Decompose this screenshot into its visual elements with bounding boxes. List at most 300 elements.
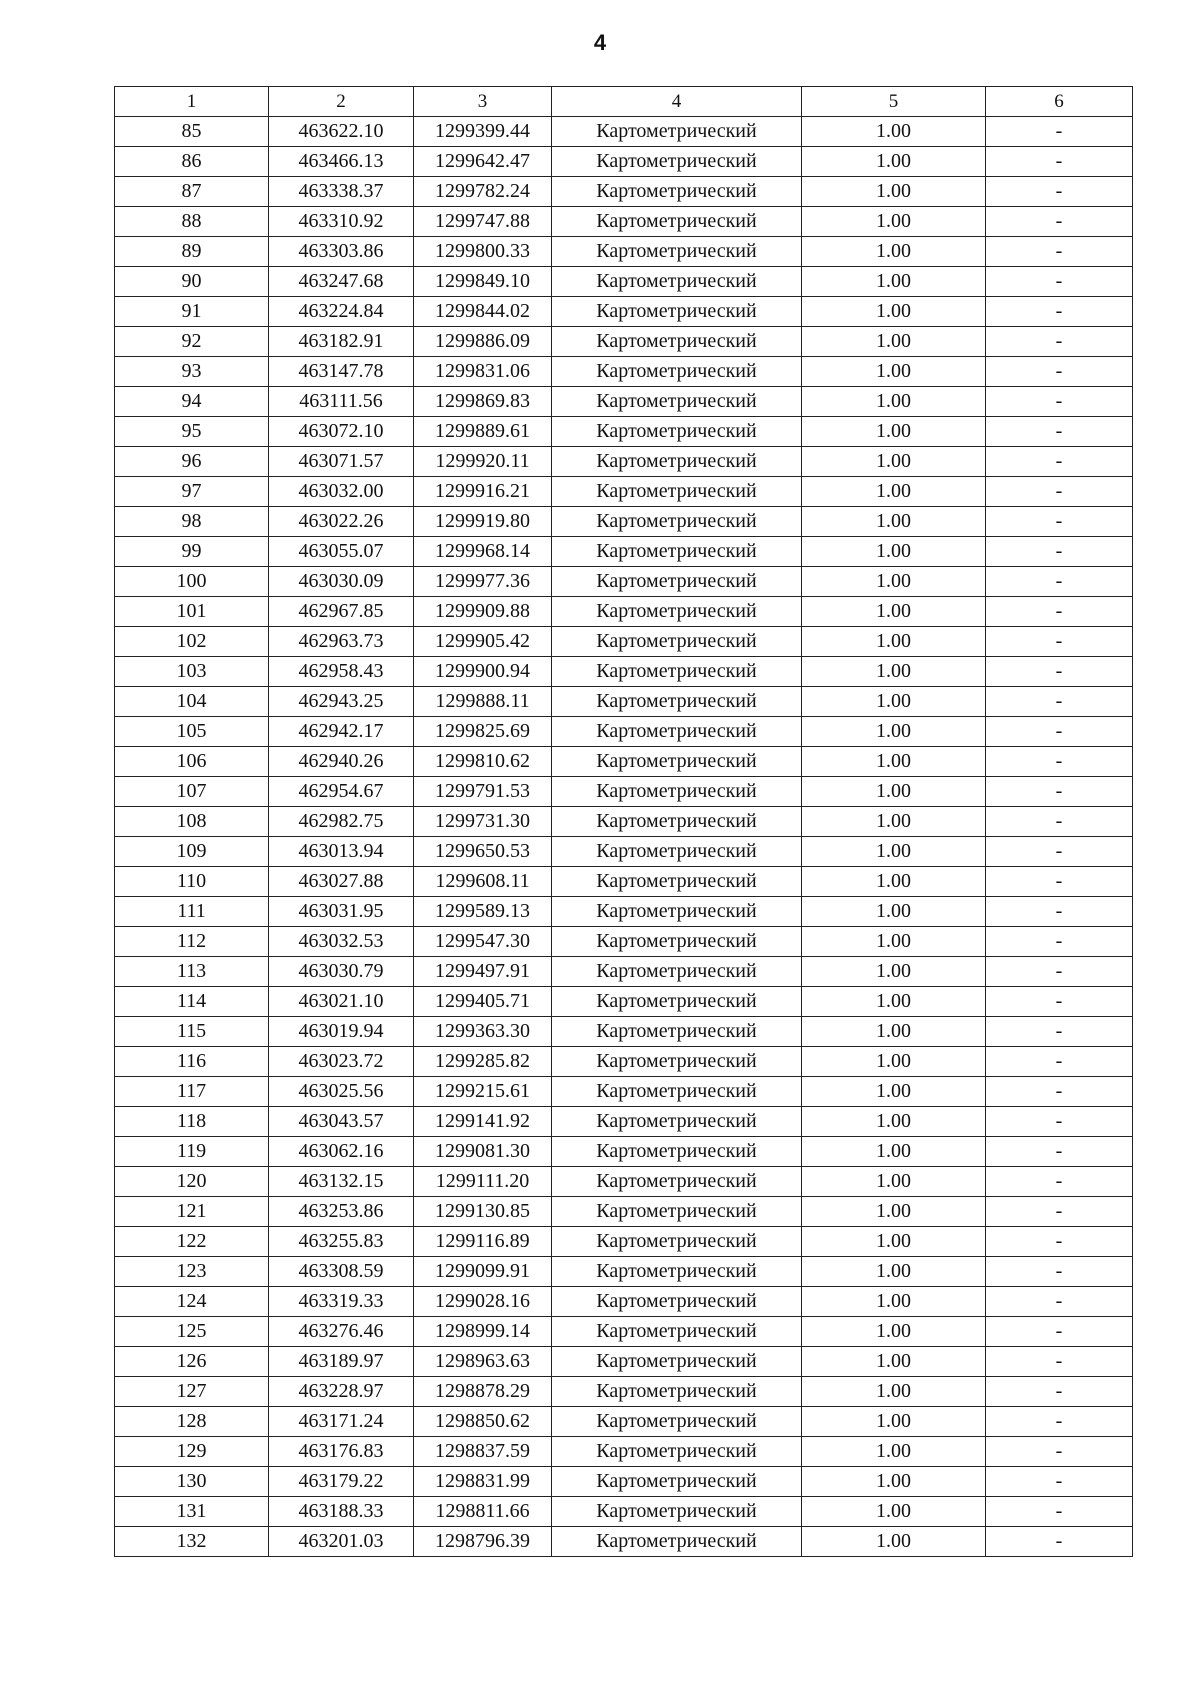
point-number-cell: 92	[115, 327, 269, 357]
accuracy-cell: 1.00	[802, 687, 986, 717]
method-cell: Картометрический	[552, 657, 802, 687]
point-number-cell: 112	[115, 927, 269, 957]
description-cell: -	[986, 1017, 1133, 1047]
point-number-cell: 121	[115, 1197, 269, 1227]
point-number-cell: 125	[115, 1317, 269, 1347]
method-cell: Картометрический	[552, 1497, 802, 1527]
accuracy-cell: 1.00	[802, 987, 986, 1017]
method-cell: Картометрический	[552, 447, 802, 477]
x-coordinate-cell: 462954.67	[269, 777, 414, 807]
y-coordinate-cell: 1298999.14	[414, 1317, 552, 1347]
point-number-cell: 109	[115, 837, 269, 867]
y-coordinate-cell: 1299116.89	[414, 1227, 552, 1257]
table-row	[115, 747, 1133, 777]
accuracy-cell: 1.00	[802, 387, 986, 417]
method-cell: Картометрический	[552, 1377, 802, 1407]
method-cell: Картометрический	[552, 1047, 802, 1077]
accuracy-cell: 1.00	[802, 807, 986, 837]
table-row	[115, 717, 1133, 747]
accuracy-cell: 1.00	[802, 417, 986, 447]
description-cell: -	[986, 747, 1133, 777]
x-coordinate-cell: 462942.17	[269, 717, 414, 747]
accuracy-cell: 1.00	[802, 717, 986, 747]
method-cell: Картометрический	[552, 1137, 802, 1167]
y-coordinate-cell: 1299363.30	[414, 1017, 552, 1047]
description-cell: -	[986, 477, 1133, 507]
table-row	[115, 1227, 1133, 1257]
y-coordinate-cell: 1299608.11	[414, 867, 552, 897]
x-coordinate-cell: 463032.00	[269, 477, 414, 507]
y-coordinate-cell: 1299782.24	[414, 177, 552, 207]
x-coordinate-cell: 462967.85	[269, 597, 414, 627]
method-cell: Картометрический	[552, 507, 802, 537]
description-cell: -	[986, 147, 1133, 177]
description-cell: -	[986, 117, 1133, 147]
accuracy-cell: 1.00	[802, 1137, 986, 1167]
description-cell: -	[986, 237, 1133, 267]
x-coordinate-cell: 463201.03	[269, 1527, 414, 1557]
x-coordinate-cell: 463025.56	[269, 1077, 414, 1107]
table-row	[115, 597, 1133, 627]
point-number-cell: 101	[115, 597, 269, 627]
table-row	[115, 1407, 1133, 1437]
point-number-cell: 120	[115, 1167, 269, 1197]
description-cell: -	[986, 1347, 1133, 1377]
accuracy-cell: 1.00	[802, 507, 986, 537]
column-header: 4	[552, 87, 802, 117]
point-number-cell: 110	[115, 867, 269, 897]
method-cell: Картометрический	[552, 417, 802, 447]
method-cell: Картометрический	[552, 1437, 802, 1467]
method-cell: Картометрический	[552, 567, 802, 597]
method-cell: Картометрический	[552, 1077, 802, 1107]
description-cell: -	[986, 807, 1133, 837]
x-coordinate-cell: 463188.33	[269, 1497, 414, 1527]
column-header: 2	[269, 87, 414, 117]
accuracy-cell: 1.00	[802, 1527, 986, 1557]
description-cell: -	[986, 1257, 1133, 1287]
method-cell: Картометрический	[552, 627, 802, 657]
coordinates-table	[114, 86, 1133, 1557]
accuracy-cell: 1.00	[802, 117, 986, 147]
table-row	[115, 1347, 1133, 1377]
x-coordinate-cell: 463071.57	[269, 447, 414, 477]
y-coordinate-cell: 1299889.61	[414, 417, 552, 447]
accuracy-cell: 1.00	[802, 267, 986, 297]
method-cell: Картометрический	[552, 1287, 802, 1317]
x-coordinate-cell: 463310.92	[269, 207, 414, 237]
point-number-cell: 90	[115, 267, 269, 297]
method-cell: Картометрический	[552, 1257, 802, 1287]
point-number-cell: 123	[115, 1257, 269, 1287]
point-number-cell: 95	[115, 417, 269, 447]
table-body	[115, 117, 1133, 1557]
y-coordinate-cell: 1299920.11	[414, 447, 552, 477]
y-coordinate-cell: 1299399.44	[414, 117, 552, 147]
accuracy-cell: 1.00	[802, 357, 986, 387]
method-cell: Картометрический	[552, 777, 802, 807]
method-cell: Картометрический	[552, 297, 802, 327]
method-cell: Картометрический	[552, 1407, 802, 1437]
accuracy-cell: 1.00	[802, 927, 986, 957]
y-coordinate-cell: 1299028.16	[414, 1287, 552, 1317]
y-coordinate-cell: 1299900.94	[414, 657, 552, 687]
table-row	[115, 507, 1133, 537]
point-number-cell: 104	[115, 687, 269, 717]
table-row	[115, 927, 1133, 957]
x-coordinate-cell: 463319.33	[269, 1287, 414, 1317]
table-row	[115, 567, 1133, 597]
description-cell: -	[986, 1227, 1133, 1257]
method-cell: Картометрический	[552, 327, 802, 357]
description-cell: -	[986, 627, 1133, 657]
table-row	[115, 1317, 1133, 1347]
point-number-cell: 105	[115, 717, 269, 747]
page-number: 4	[593, 30, 607, 55]
x-coordinate-cell: 463622.10	[269, 117, 414, 147]
method-cell: Картометрический	[552, 147, 802, 177]
table-row	[115, 807, 1133, 837]
table-row	[115, 237, 1133, 267]
description-cell: -	[986, 1377, 1133, 1407]
point-number-cell: 99	[115, 537, 269, 567]
point-number-cell: 94	[115, 387, 269, 417]
point-number-cell: 115	[115, 1017, 269, 1047]
y-coordinate-cell: 1299844.02	[414, 297, 552, 327]
description-cell: -	[986, 447, 1133, 477]
point-number-cell: 106	[115, 747, 269, 777]
method-cell: Картометрический	[552, 957, 802, 987]
description-cell: -	[986, 357, 1133, 387]
y-coordinate-cell: 1299905.42	[414, 627, 552, 657]
point-number-cell: 89	[115, 237, 269, 267]
description-cell: -	[986, 507, 1133, 537]
table-row	[115, 477, 1133, 507]
table-row	[115, 357, 1133, 387]
method-cell: Картометрический	[552, 1347, 802, 1377]
point-number-cell: 131	[115, 1497, 269, 1527]
y-coordinate-cell: 1299130.85	[414, 1197, 552, 1227]
x-coordinate-cell: 463023.72	[269, 1047, 414, 1077]
x-coordinate-cell: 463031.95	[269, 897, 414, 927]
x-coordinate-cell: 463147.78	[269, 357, 414, 387]
description-cell: -	[986, 177, 1133, 207]
table-row	[115, 867, 1133, 897]
accuracy-cell: 1.00	[802, 1317, 986, 1347]
x-coordinate-cell: 463224.84	[269, 297, 414, 327]
description-cell: -	[986, 1107, 1133, 1137]
table-row	[115, 1257, 1133, 1287]
accuracy-cell: 1.00	[802, 1407, 986, 1437]
accuracy-cell: 1.00	[802, 537, 986, 567]
y-coordinate-cell: 1299497.91	[414, 957, 552, 987]
table-row	[115, 1377, 1133, 1407]
method-cell: Картометрический	[552, 477, 802, 507]
y-coordinate-cell: 1299731.30	[414, 807, 552, 837]
y-coordinate-cell: 1299869.83	[414, 387, 552, 417]
x-coordinate-cell: 463176.83	[269, 1437, 414, 1467]
column-header: 5	[802, 87, 986, 117]
y-coordinate-cell: 1298850.62	[414, 1407, 552, 1437]
point-number-cell: 129	[115, 1437, 269, 1467]
method-cell: Картометрический	[552, 177, 802, 207]
accuracy-cell: 1.00	[802, 1227, 986, 1257]
y-coordinate-cell: 1299589.13	[414, 897, 552, 927]
method-cell: Картометрический	[552, 927, 802, 957]
point-number-cell: 103	[115, 657, 269, 687]
y-coordinate-cell: 1299825.69	[414, 717, 552, 747]
x-coordinate-cell: 462943.25	[269, 687, 414, 717]
accuracy-cell: 1.00	[802, 1107, 986, 1137]
description-cell: -	[986, 1467, 1133, 1497]
table-row	[115, 1437, 1133, 1467]
accuracy-cell: 1.00	[802, 177, 986, 207]
x-coordinate-cell: 463255.83	[269, 1227, 414, 1257]
x-coordinate-cell: 463043.57	[269, 1107, 414, 1137]
x-coordinate-cell: 463111.56	[269, 387, 414, 417]
point-number-cell: 132	[115, 1527, 269, 1557]
table-row	[115, 1017, 1133, 1047]
x-coordinate-cell: 463022.26	[269, 507, 414, 537]
x-coordinate-cell: 463013.94	[269, 837, 414, 867]
table-header-row	[115, 87, 1133, 117]
point-number-cell: 130	[115, 1467, 269, 1497]
method-cell: Картометрический	[552, 207, 802, 237]
table-row	[115, 897, 1133, 927]
point-number-cell: 93	[115, 357, 269, 387]
accuracy-cell: 1.00	[802, 477, 986, 507]
accuracy-cell: 1.00	[802, 957, 986, 987]
y-coordinate-cell: 1299977.36	[414, 567, 552, 597]
y-coordinate-cell: 1299968.14	[414, 537, 552, 567]
method-cell: Картометрический	[552, 1017, 802, 1047]
method-cell: Картометрический	[552, 1167, 802, 1197]
x-coordinate-cell: 463466.13	[269, 147, 414, 177]
description-cell: -	[986, 867, 1133, 897]
accuracy-cell: 1.00	[802, 1257, 986, 1287]
point-number-cell: 117	[115, 1077, 269, 1107]
description-cell: -	[986, 927, 1133, 957]
method-cell: Картометрический	[552, 117, 802, 147]
y-coordinate-cell: 1298811.66	[414, 1497, 552, 1527]
accuracy-cell: 1.00	[802, 1287, 986, 1317]
y-coordinate-cell: 1299919.80	[414, 507, 552, 537]
y-coordinate-cell: 1299747.88	[414, 207, 552, 237]
y-coordinate-cell: 1298878.29	[414, 1377, 552, 1407]
accuracy-cell: 1.00	[802, 627, 986, 657]
description-cell: -	[986, 207, 1133, 237]
point-number-cell: 127	[115, 1377, 269, 1407]
accuracy-cell: 1.00	[802, 207, 986, 237]
description-cell: -	[986, 717, 1133, 747]
table-row	[115, 117, 1133, 147]
method-cell: Картометрический	[552, 717, 802, 747]
accuracy-cell: 1.00	[802, 657, 986, 687]
description-cell: -	[986, 1497, 1133, 1527]
description-cell: -	[986, 897, 1133, 927]
accuracy-cell: 1.00	[802, 1347, 986, 1377]
description-cell: -	[986, 1437, 1133, 1467]
accuracy-cell: 1.00	[802, 1017, 986, 1047]
point-number-cell: 118	[115, 1107, 269, 1137]
accuracy-cell: 1.00	[802, 447, 986, 477]
x-coordinate-cell: 463030.79	[269, 957, 414, 987]
accuracy-cell: 1.00	[802, 1497, 986, 1527]
table-row	[115, 957, 1133, 987]
y-coordinate-cell: 1299916.21	[414, 477, 552, 507]
y-coordinate-cell: 1299141.92	[414, 1107, 552, 1137]
point-number-cell: 126	[115, 1347, 269, 1377]
point-number-cell: 87	[115, 177, 269, 207]
x-coordinate-cell: 463308.59	[269, 1257, 414, 1287]
table-row	[115, 267, 1133, 297]
method-cell: Картометрический	[552, 1317, 802, 1347]
description-cell: -	[986, 957, 1133, 987]
table-row	[115, 537, 1133, 567]
table-row	[115, 627, 1133, 657]
method-cell: Картометрический	[552, 387, 802, 417]
y-coordinate-cell: 1299800.33	[414, 237, 552, 267]
method-cell: Картометрический	[552, 1197, 802, 1227]
x-coordinate-cell: 463228.97	[269, 1377, 414, 1407]
y-coordinate-cell: 1299081.30	[414, 1137, 552, 1167]
description-cell: -	[986, 1077, 1133, 1107]
point-number-cell: 119	[115, 1137, 269, 1167]
y-coordinate-cell: 1299547.30	[414, 927, 552, 957]
y-coordinate-cell: 1299888.11	[414, 687, 552, 717]
y-coordinate-cell: 1299099.91	[414, 1257, 552, 1287]
point-number-cell: 86	[115, 147, 269, 177]
x-coordinate-cell: 463303.86	[269, 237, 414, 267]
description-cell: -	[986, 417, 1133, 447]
y-coordinate-cell: 1299909.88	[414, 597, 552, 627]
point-number-cell: 124	[115, 1287, 269, 1317]
table-row	[115, 1287, 1133, 1317]
table-row	[115, 207, 1133, 237]
accuracy-cell: 1.00	[802, 1167, 986, 1197]
point-number-cell: 122	[115, 1227, 269, 1257]
table-row	[115, 147, 1133, 177]
description-cell: -	[986, 1407, 1133, 1437]
table-row	[115, 987, 1133, 1017]
method-cell: Картометрический	[552, 837, 802, 867]
point-number-cell: 85	[115, 117, 269, 147]
y-coordinate-cell: 1299642.47	[414, 147, 552, 177]
method-cell: Картометрический	[552, 687, 802, 717]
method-cell: Картометрический	[552, 867, 802, 897]
accuracy-cell: 1.00	[802, 837, 986, 867]
x-coordinate-cell: 462958.43	[269, 657, 414, 687]
description-cell: -	[986, 1197, 1133, 1227]
description-cell: -	[986, 1047, 1133, 1077]
description-cell: -	[986, 777, 1133, 807]
accuracy-cell: 1.00	[802, 237, 986, 267]
column-header: 6	[986, 87, 1133, 117]
y-coordinate-cell: 1298963.63	[414, 1347, 552, 1377]
description-cell: -	[986, 567, 1133, 597]
accuracy-cell: 1.00	[802, 747, 986, 777]
y-coordinate-cell: 1299886.09	[414, 327, 552, 357]
x-coordinate-cell: 463032.53	[269, 927, 414, 957]
description-cell: -	[986, 1137, 1133, 1167]
point-number-cell: 113	[115, 957, 269, 987]
description-cell: -	[986, 987, 1133, 1017]
method-cell: Картометрический	[552, 897, 802, 927]
table-row	[115, 1137, 1133, 1167]
accuracy-cell: 1.00	[802, 597, 986, 627]
x-coordinate-cell: 463189.97	[269, 1347, 414, 1377]
description-cell: -	[986, 1287, 1133, 1317]
accuracy-cell: 1.00	[802, 1077, 986, 1107]
accuracy-cell: 1.00	[802, 777, 986, 807]
point-number-cell: 88	[115, 207, 269, 237]
y-coordinate-cell: 1299849.10	[414, 267, 552, 297]
table-row	[115, 1497, 1133, 1527]
point-number-cell: 111	[115, 897, 269, 927]
x-coordinate-cell: 462940.26	[269, 747, 414, 777]
y-coordinate-cell: 1298837.59	[414, 1437, 552, 1467]
description-cell: -	[986, 1167, 1133, 1197]
x-coordinate-cell: 463338.37	[269, 177, 414, 207]
y-coordinate-cell: 1299810.62	[414, 747, 552, 777]
accuracy-cell: 1.00	[802, 327, 986, 357]
point-number-cell: 108	[115, 807, 269, 837]
table-row	[115, 1107, 1133, 1137]
description-cell: -	[986, 267, 1133, 297]
y-coordinate-cell: 1299111.20	[414, 1167, 552, 1197]
accuracy-cell: 1.00	[802, 1047, 986, 1077]
table-row	[115, 387, 1133, 417]
y-coordinate-cell: 1299285.82	[414, 1047, 552, 1077]
point-number-cell: 96	[115, 447, 269, 477]
table-row	[115, 1197, 1133, 1227]
description-cell: -	[986, 687, 1133, 717]
table-row	[115, 447, 1133, 477]
method-cell: Картометрический	[552, 1527, 802, 1557]
table-row	[115, 1167, 1133, 1197]
description-cell: -	[986, 1527, 1133, 1557]
y-coordinate-cell: 1298796.39	[414, 1527, 552, 1557]
description-cell: -	[986, 327, 1133, 357]
method-cell: Картометрический	[552, 747, 802, 777]
y-coordinate-cell: 1299650.53	[414, 837, 552, 867]
method-cell: Картометрический	[552, 987, 802, 1017]
method-cell: Картометрический	[552, 1227, 802, 1257]
y-coordinate-cell: 1299791.53	[414, 777, 552, 807]
method-cell: Картометрический	[552, 597, 802, 627]
column-header: 3	[414, 87, 552, 117]
x-coordinate-cell: 463179.22	[269, 1467, 414, 1497]
method-cell: Картометрический	[552, 1467, 802, 1497]
y-coordinate-cell: 1299215.61	[414, 1077, 552, 1107]
description-cell: -	[986, 537, 1133, 567]
y-coordinate-cell: 1298831.99	[414, 1467, 552, 1497]
method-cell: Картометрический	[552, 1107, 802, 1137]
x-coordinate-cell: 463182.91	[269, 327, 414, 357]
x-coordinate-cell: 463021.10	[269, 987, 414, 1017]
x-coordinate-cell: 463062.16	[269, 1137, 414, 1167]
x-coordinate-cell: 463072.10	[269, 417, 414, 447]
x-coordinate-cell: 462963.73	[269, 627, 414, 657]
x-coordinate-cell: 463132.15	[269, 1167, 414, 1197]
method-cell: Картометрический	[552, 237, 802, 267]
x-coordinate-cell: 463276.46	[269, 1317, 414, 1347]
description-cell: -	[986, 387, 1133, 417]
point-number-cell: 100	[115, 567, 269, 597]
table-row	[115, 177, 1133, 207]
description-cell: -	[986, 297, 1133, 327]
x-coordinate-cell: 463019.94	[269, 1017, 414, 1047]
